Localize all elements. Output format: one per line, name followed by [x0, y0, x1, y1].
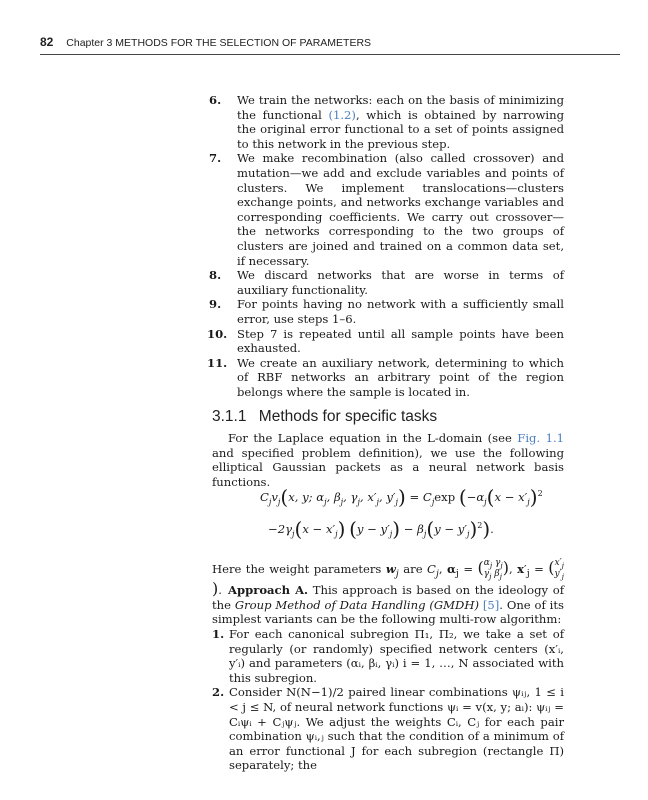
- list-item: 11. We create an auxiliary network, determining to which of RBF networks an arbitrary point of the region belongs where the sample is located in.: [207, 355, 564, 399]
- equation-line-1: $C_jv_j(x$, y; $\alpha_j$, $\beta_j$, $\gamma_j$, $x'_j$, $y'_j) = C_j\exp$ ($-\alpha_j(x - x'_j)^2$: [260, 485, 543, 509]
- section-title: Methods for specific tasks: [258, 408, 438, 425]
- reference-link[interactable]: [5]: [482, 597, 500, 612]
- equation-line-2: $-2\gamma_j(x - x'_j) (y - y'_j) - \beta_j(y - y'_j)^2$).: [268, 517, 494, 541]
- intro-paragraph: For the Laplace equation in the L-domain (see Fig. 1.1 and specified problem definition), we use the following elliptical Gaussian packets as a neural network basis functions.: [212, 431, 565, 489]
- list-item: 8. We discard networks that are worse in terms of auxiliary functionality.: [209, 268, 564, 297]
- list-item: 6. We train the networks: each on the basis of minimizing the functional (1.2), which is obtained by narrowing the original error functional to a set of points assigned to this network in the previous step.: [209, 93, 564, 151]
- list-item: 7. We make recombination (also called crossover) and mutation—we add and exclude variables and points of clusters. We implement translocations—clusters exchange points, and networks exchange variables and corresponding coefficients. We carry out crossover—the networks corresponding to the two groups of clusters are joined and trained on a common data set, if necessary.: [209, 151, 564, 268]
- section-heading: [212, 408, 564, 426]
- list-item: 10. Step 7 is repeated until all sample points have been exhausted.: [207, 326, 564, 356]
- list-item: 9. For points having no network with a sufficiently small error, use steps 1–6.: [209, 297, 564, 326]
- page-number: 82: [40, 35, 54, 49]
- approach-paragraph: Approach A. This approach is based on the ideology of the Group Method of Data Handling (GMDH) [5]. One of its simplest variants can be the following multi-row algorithm:: [212, 583, 564, 627]
- header-rule: [40, 54, 620, 55]
- algorithm-list: [212, 627, 564, 773]
- list-item: 1. For each canonical subregion Π₁, Π₂, we take a set of regularly (or randomly) specified network centers (x′ᵢ, y′ᵢ) and parameters (αᵢ, βᵢ, γᵢ) i = 1, …, N associated with this subregion.: [212, 627, 564, 685]
- section-number: 3.1.1: [212, 408, 247, 425]
- list-item: 2. Consider N(N−1)/2 paired linear combinations ψᵢⱼ, 1 ≤ i < j ≤ N, of neural network functions ψᵢ = v(x, y; aᵢ): ψᵢⱼ = Cᵢψᵢ + Cⱼψⱼ. We adjust the weights Cᵢ, Cⱼ for each pair combination ψᵢ,ⱼ such that the condition of a minimum of an error functional J for each subregion (rectangle Π) separately; the: [212, 685, 564, 773]
- steps-list: [207, 93, 564, 399]
- equation-link[interactable]: (1.2): [328, 107, 356, 122]
- weights-line: Here the weight parameters $w_j$ are $C_j$, $\alpha_j = (\alpha_j$ $\gamma_j$ $\gamma_j$ $\beta_j$), $x'_j = (x'_j$ $y'_j$).: [212, 557, 564, 598]
- running-header: [40, 35, 620, 53]
- figure-link[interactable]: Fig. 1.1: [517, 431, 565, 445]
- running-title: Chapter 3 METHODS FOR THE SELECTION OF PARAMETERS: [66, 37, 372, 49]
